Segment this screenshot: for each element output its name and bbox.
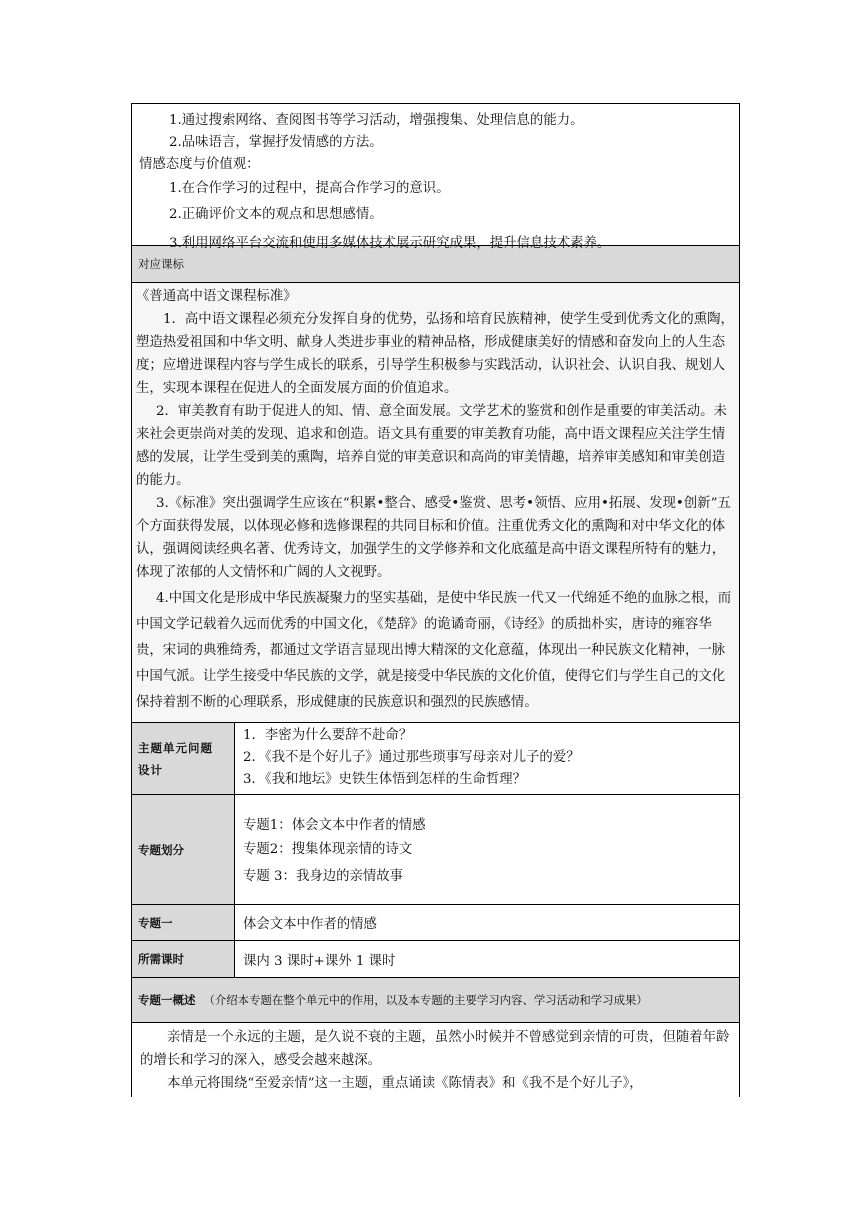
goal-line: 1.在合作学习的过程中，提高合作学习的意识。 [169,181,450,196]
overview-paragraph: 本单元将围绕“至爱亲情”这一主题，重点诵读《陈情表》和《我不是个好儿子》， [167,1076,643,1091]
hours-value: 课内 3 课时+课外 1 课时 [243,953,396,969]
overview-paragraph: 亲情是一个永远的主题，是久说不衰的主题，虽然小时候并不曾感觉到亲情的可贵，但随着年龄的增长和学习的深入，感受会越来越深。 [140,1030,730,1068]
goal-heading: 情感态度与价值观： [139,157,260,172]
topic1-value: 体会文本中作者的情感 [235,905,739,941]
goal-line: 2.品味语言，掌握抒发情感的方法。 [169,135,383,150]
overview-section [131,1022,740,1097]
topic-table [131,722,740,977]
question-item: 2．《我不是个好儿子》通过那些琐事写母亲对儿子的爱？ [243,750,580,765]
overview-header [131,977,740,1022]
standards-paragraph: 4.中国文化是形成中华民族凝聚力的坚实基础，是使中华民族一代又一代绵延不绝的血脉之根，而中国文学记载着久远而优秀的中国文化，《楚辞》的诡谲奇丽，《诗经》的质拙朴实，唐诗的雍容华贵，宋词的典雅绮秀，都通过文学语言显现出博大精深的文化意蕴，体现出一种民族文化精神，一脉中国气派。让学生接受中华民族的文学，就是接受中华民族的文化价值，使得它们与学生自己的文化保持着割不断的心理联系，形成健康的民族意识和强烈的民族感情。 [136,591,732,710]
topics-cell [235,795,739,905]
standards-paragraph: 3.《标准》突出强调学生应该在“积累•整合、感受•鉴赏、思考•领悟、应用•拓展、发现•创新”五个方面获得发展，以体现必修和选修课程的共同目标和价值。注重优秀文化的熏陶和对中华文化的体认，强调阅读经典名著、优秀诗文，加强学生的文学修养和文化底蕴是高中语文课程所特有的魅力，体现了浓郁的人文情怀和广阔的人文视野。 [136,496,731,580]
standards-paragraph: 2．审美教育有助于促进人的知、情、意全面发展。文学艺术的鉴赏和创作是重要的审美活动。未来社会更崇尚对美的发现、追求和创造。语文具有重要的审美教育功能，高中语文课程应关注学生情感的发展，让学生受到美的熏陶，培养自觉的审美意识和高尚的审美情趣，培养审美感知和审美创造的能力。 [136,404,727,488]
question-item: 3．《我和地坛》史铁生体悟到怎样的生命哲理？ [243,772,527,787]
topic-item: 专题2：搜集体现亲情的诗文 [243,842,413,857]
standards-paragraph: 1．高中语文课程必须充分发挥自身的优势，弘扬和培育民族精神，使学生受到优秀文化的熏陶，塑造热爱祖国和中华文明、献身人类进步事业的精神品格，形成健康美好的情感和奋发向上的人生态度；应增进课程内容与学生成长的联系，引导学生积极参与实践活动，认识社会、认识自我、规划人生，实现本课程在促进人的全面发展方面的价值追求。 [136,312,734,396]
questions-label: 主题单元问题设计 [132,723,235,795]
standards-section [131,282,740,722]
goal-line: 1.通过搜索网络、查阅图书等学习活动，增强搜集、处理信息的能力。 [169,113,584,128]
standards-header: 对应课标 [131,245,740,282]
questions-cell [235,723,739,795]
question-item: 1．李密为什么要辞不赴命？ [243,728,413,743]
goals-section [131,103,740,251]
topic-item: 专题 3：我身边的亲情故事 [243,869,404,884]
topic-item: 专题1：体会文本中作者的情感 [243,818,426,833]
document-page [131,103,740,1097]
standards-title: 《普通高中语文课程标准》 [136,289,297,304]
overview-label: 专题一概述 [138,993,196,1007]
hours-label: 所需课时 [132,941,235,977]
goal-line: 3.利用网络平台交流和使用多媒体技术展示研究成果，提升信息技术素养。 [169,236,611,251]
topic1-label: 专题一 [132,905,235,941]
topics-label: 专题划分 [132,795,235,905]
overview-note: （介绍本专题在整个单元中的作用，以及本专题的主要学习内容、学习活动和学习成果） [203,993,648,1007]
goal-line: 2.正确评价文本的观点和思想感情。 [169,207,383,222]
